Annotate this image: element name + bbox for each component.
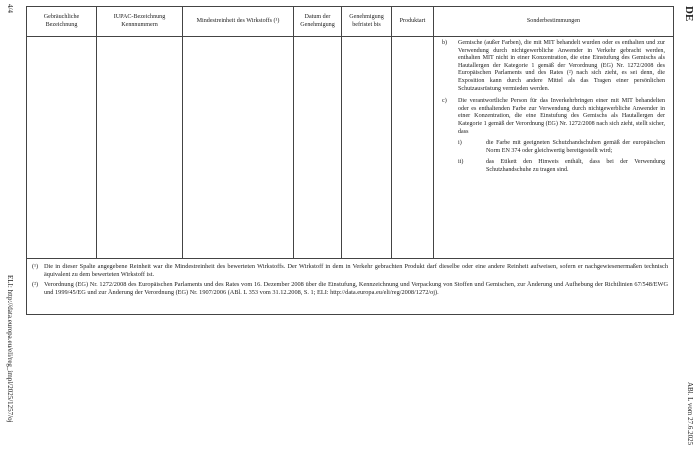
cell-common-name bbox=[27, 37, 97, 259]
footnote-2: (²) Verordnung (EG) Nr. 1272/2008 des Europäischen Parlaments und des Rates vom 16. Dezember 2008 über die Einstufung, Kennzeichnung und Verpackung von Stoffen und Gemischen, zur Änderung und Aufhebung der Richtlinien 67/548/EWG und 1999/45/EG und zur Änderung der Verordnung (EG) Nr. 1907/2006 (ABl. L 353 vom 31.12.2008, S. 1; ELI: http://data.europa.eu/eli/reg/2008/1272/oj). bbox=[32, 281, 668, 296]
eli-reference-link[interactable]: ELI: http://data.europa.eu/eli/reg_impl/2025/1257/oj bbox=[6, 275, 14, 423]
left-margin bbox=[0, 0, 20, 470]
official-journal-reference: ABl. L vom 27.6.2025 bbox=[686, 382, 694, 446]
language-code: DE bbox=[683, 6, 695, 22]
cell-approval-date bbox=[294, 37, 342, 259]
header-common-name: Gebräuchliche Bezeichnung bbox=[27, 7, 97, 37]
table-header-row bbox=[27, 7, 674, 37]
header-min-purity: Mindestreinheit des Wirkstoffs (¹) bbox=[183, 7, 294, 37]
header-specific-conditions: Sonderbestimmungen bbox=[434, 7, 674, 37]
condition-b: b) Gemische (außer Farben), die mit MIT behandelt wurden oder es enthalten und zur Verwendung durch nichtgewerbliche Anwender in Verkehr gebracht werden, enthalten MIT nicht in einer Konzentration, die eine Einstufung des Gemischs als Hautallergen der Kategorie 1 gemäß der Verordnung (EG) Nr. 1272/2008 des Europäischen Parlaments und des Rates (²) nach sich zieht, es sei denn, die Exposition kann durch andere Mittel als das Tragen einer persönlichen Schutzausrüstung vermieden werden. bbox=[442, 40, 665, 92]
cell-min-purity bbox=[183, 37, 294, 259]
cell-iupac-name bbox=[97, 37, 183, 259]
cell-specific-conditions bbox=[434, 37, 674, 259]
right-margin bbox=[679, 0, 699, 470]
condition-c-ii: ii) das Etikett den Hinweis enthält, dass bei der Verwendung Schutzhandschuhe zu tragen sind. bbox=[458, 159, 665, 173]
header-product-type: Produktart bbox=[392, 7, 434, 37]
footnote-row bbox=[27, 259, 674, 315]
header-iupac-name: IUPAC-Bezeichnung Kennnummern bbox=[97, 7, 183, 37]
footnote-1: (¹) Die in dieser Spalte angegebene Reinheit war die Mindestreinheit des bewerteten Wirkstoffs. Der Wirkstoff in dem in Verkehr gebrachten Produkt darf dieselbe oder eine andere Reinheit aufweisen, sofern er nachgewiesenermaßen technisch äquivalent zu dem bewerteten Wirkstoff ist. bbox=[32, 263, 668, 278]
condition-c-i: i) die Farbe mit geeigneten Schutzhandschuhen gemäß der europäischen Norm EN 374 oder gleichwertig bereitgestellt wird; bbox=[458, 140, 665, 154]
table-row bbox=[27, 37, 674, 259]
condition-c-text: Die verantwortliche Person für das Inverkehrbringen einer mit MIT behandelten oder es enthaltenden Farbe zur Verwendung durch nichtgewerbliche Anwender in einer Konzentration, die eine Einstufung des Gemischs als Hautallergen der Kategorie 1 gemäß der Verordnung (EG) Nr. 1272/2008 nach sich zieht, stellt sicher, dass bbox=[458, 98, 665, 135]
condition-c: c) Die verantwortliche Person für das Inverkehrbringen einer mit MIT behandelten oder es enthaltenden Farbe zur Verwendung durch nichtgewerbliche Anwender in einer Konzentration, die eine Einstufung des Gemischs als Hautallergen der Kategorie 1 gemäß der Verordnung (EG) Nr. 1272/2008 nach sich zieht, stellt sicher, dass i) die Farbe mit geeigneten Schutzhandschuhen gemäß der europäischen Norm EN 374 oder gleichwertig bereitgestellt wird; ii) das Etikett den Hinweis enthält, dass bei der Verwendung Schutzhandschuhe zu tragen sind. bbox=[442, 98, 665, 173]
header-approval-expiry: Genehmigung befristet bis bbox=[342, 7, 392, 37]
footnotes bbox=[27, 259, 674, 315]
cell-product-type bbox=[392, 37, 434, 259]
active-substance-table bbox=[26, 6, 674, 315]
page-number: 4/4 bbox=[6, 4, 14, 13]
header-approval-date: Datum der Genehmigung bbox=[294, 7, 342, 37]
cell-approval-expiry bbox=[342, 37, 392, 259]
